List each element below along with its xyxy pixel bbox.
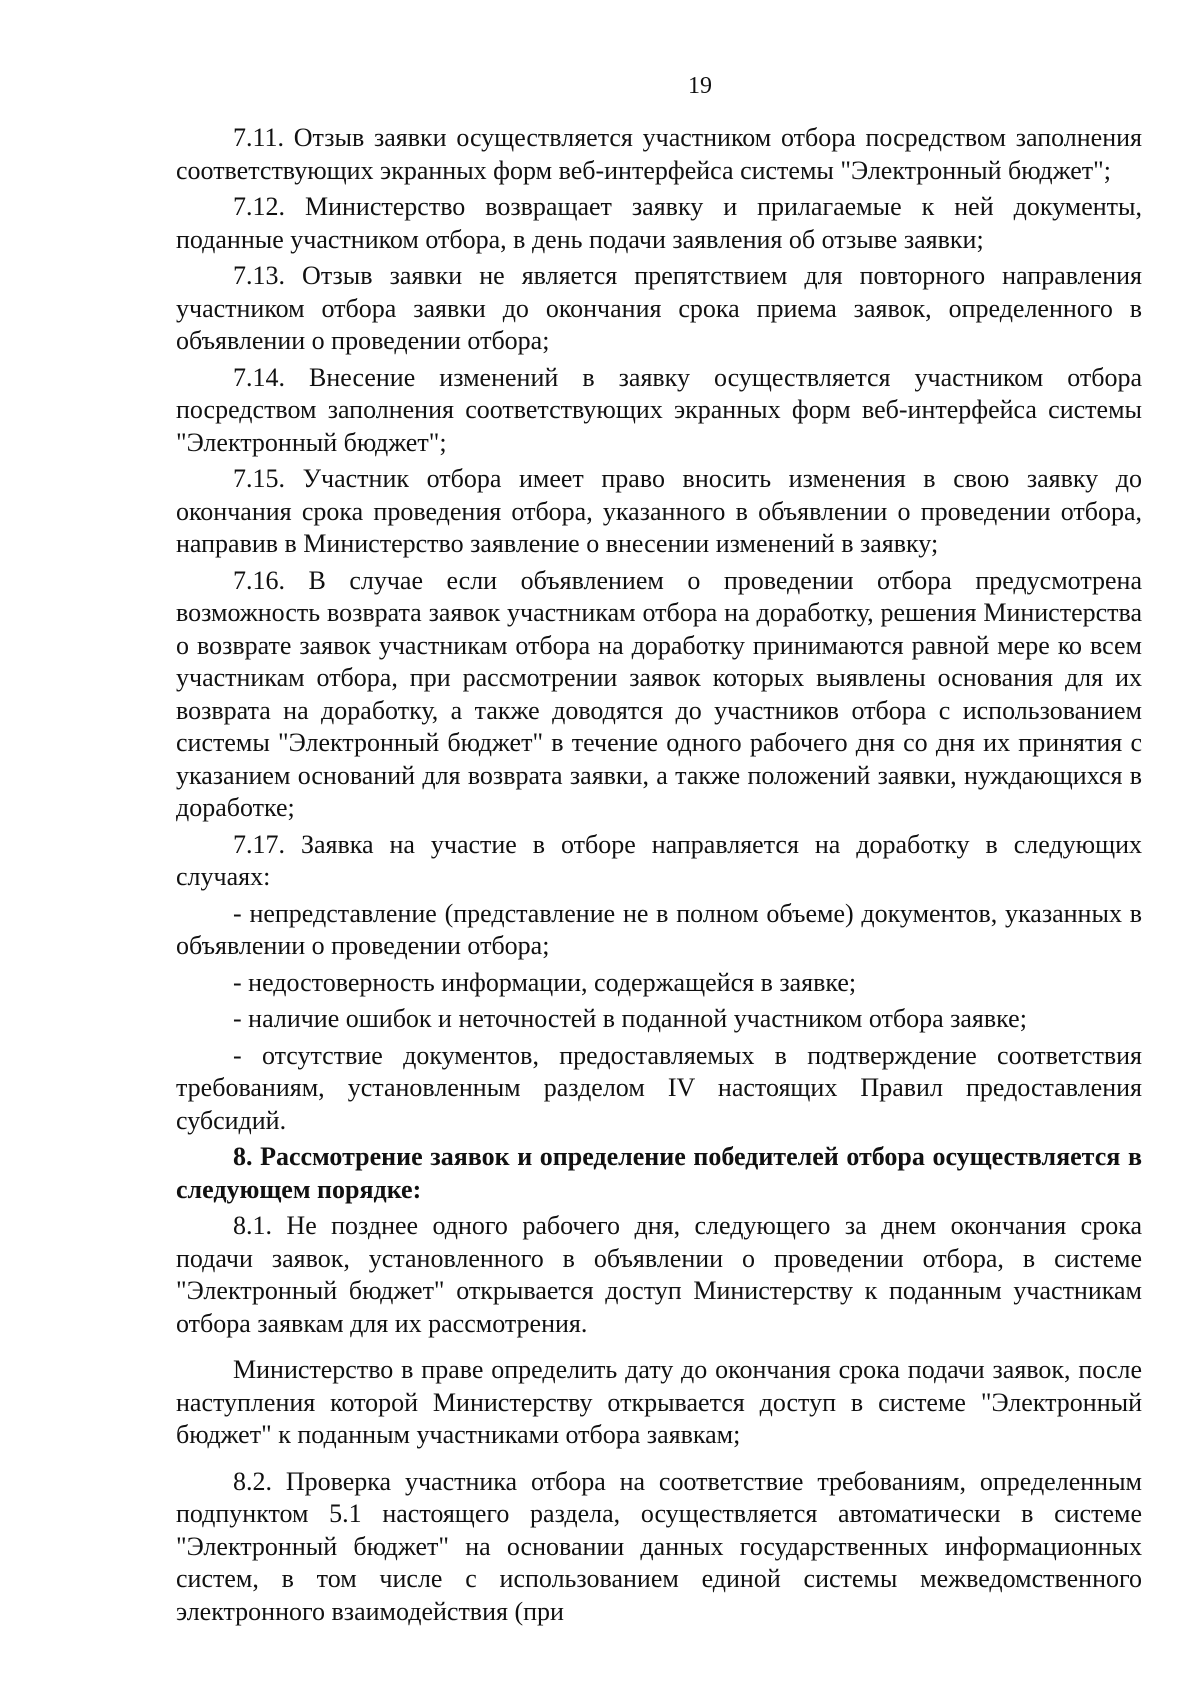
page-number: 19 xyxy=(688,73,712,99)
paragraph-7-11: 7.11. Отзыв заявки осуществляется участником отбора посредством заполнения соответствующих экранных форм веб-интерфейса системы "Электронный бюджет"; xyxy=(176,123,1142,185)
paragraph-7-14: 7.14. Внесение изменений в заявку осуществляется участником отбора посредством заполнения соответствующих экранных форм веб-интерфейса системы "Электронный бюджет"; xyxy=(176,362,1142,457)
paragraph-ministry-right: Министерство в праве определить дату до окончания срока подачи заявок, после наступления которой Министерству открывается доступ в системе "Электронный бюджет" к поданным участниками отбора заявкам; xyxy=(176,1355,1142,1449)
paragraph-7-13: 7.13. Отзыв заявки не является препятствием для повторного направления участником отбора заявки до окончания срока приема заявок, определенного в объявлении о проведении отбора; xyxy=(176,261,1142,355)
section-8-heading: 8. Рассмотрение заявок и определение победителей отбора осуществляется в следующем порядке: xyxy=(176,1142,1142,1204)
paragraph-7-17: 7.17. Заявка на участие в отборе направляется на доработку в следующих случаях: xyxy=(176,829,1142,891)
paragraph-7-12: 7.12. Министерство возвращает заявку и прилагаемые к ней документы, поданные участником отбора, в день подачи заявления об отзыве заявки; xyxy=(176,192,1142,254)
paragraph-8-2: 8.2. Проверка участника отбора на соответствие требованиям, определенным подпунктом 5.1 настоящего раздела, осуществляется автоматически в системе "Электронный бюджет" на основании данных государственных информационных систем, в том числе с использованием единой системы межведомственного электронного взаимодействия (при xyxy=(176,1466,1142,1626)
paragraph-7-16: 7.16. В случае если объявлением о проведении отбора предусмотрена возможность возврата заявок участникам отбора на доработку, решения Министерства о возврате заявок участникам отбора на доработку принимаются равной мере ко всем участникам отбора, при рассмотрении заявок которых выявлены основания для их возврата на доработку, а также доводятся до участников отбора с использованием системы "Электронный бюджет" в течение одного рабочего дня со дня их принятия с указанием оснований для возврата заявки, а также положений заявки, нуждающихся в доработке; xyxy=(176,565,1142,822)
paragraph-7-15: 7.15. Участник отбора имеет право вносить изменения в свою заявку до окончания срока проведения отбора, указанного в объявлении о проведении отбора, направив в Министерство заявление о внесении изменений в заявку; xyxy=(176,464,1142,558)
list-item-absent-documents: - отсутствие документов, предоставляемых в подтверждение соответствия требованиям, установленным разделом IV настоящих Правил предоставления субсидий. xyxy=(176,1040,1142,1135)
list-item-unreliable-info: - недостоверность информации, содержащейся в заявке; xyxy=(233,967,857,997)
list-item-errors: - наличие ошибок и неточностей в поданной участником отбора заявке; xyxy=(233,1004,1027,1033)
paragraph-8-1: 8.1. Не позднее одного рабочего дня, следующего за днем окончания срока подачи заявок, установленного в объявлении о проведении отбора, в системе "Электронный бюджет" открывается доступ Министерству к поданным участникам отбора заявкам для их рассмотрения. xyxy=(176,1211,1142,1338)
list-item-missing-documents: - непредставление (представление не в полном объеме) документов, указанных в объявлении о проведении отбора; xyxy=(176,898,1142,960)
document-body xyxy=(176,122,1142,1632)
